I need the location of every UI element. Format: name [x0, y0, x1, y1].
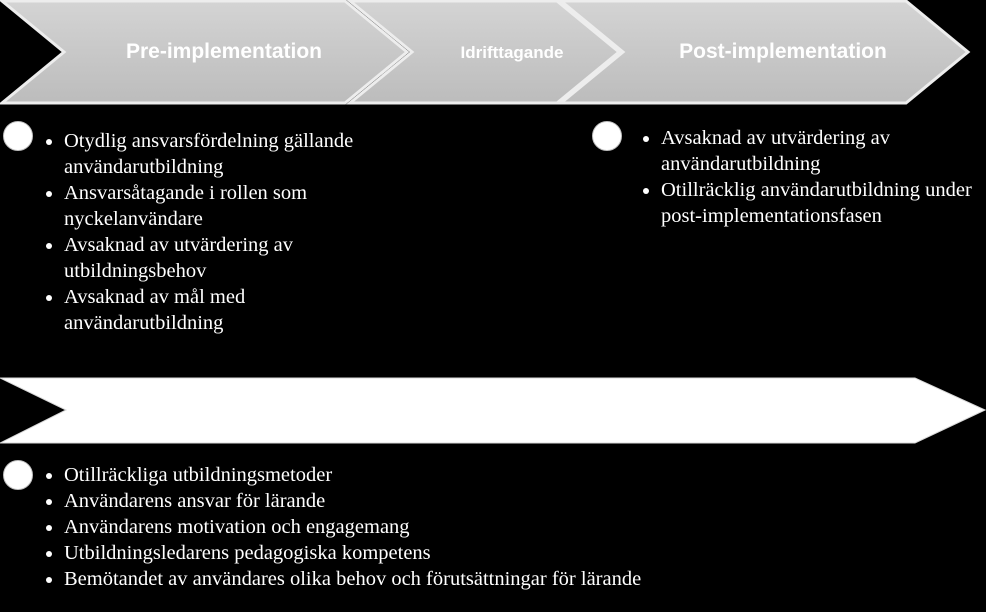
- post-implementation-list: [639, 125, 986, 229]
- list-item: • Ansvarsåtagande i rollen som nyckelanvändare: [64, 180, 409, 232]
- list-item: • Avsaknad av mål med användarutbildning: [64, 284, 409, 336]
- phase-label-post-implementation: Post-implementation: [679, 40, 887, 63]
- list-item: • Bemötandet av användares olika behov och förutsättningar för lärande: [64, 566, 964, 592]
- post-implementation-marker: [592, 121, 622, 151]
- list-item: • Avsaknad av utvärdering av användarutbildning: [661, 125, 986, 177]
- list-item: • Användarens motivation och engagemang: [64, 514, 964, 540]
- pre-implementation-list: [42, 128, 409, 336]
- overall-arrow: [0, 378, 985, 443]
- overall-list: [42, 462, 964, 592]
- list-item: • Otydlig ansvarsfördelning gällande användarutbildning: [64, 128, 409, 180]
- list-item: • Otillräcklig användarutbildning under post-implementationsfasen: [661, 177, 986, 229]
- overall-marker: [3, 460, 33, 490]
- list-item: • Avsaknad av utvärdering av utbildningsbehov: [64, 232, 409, 284]
- phase-label-pre-implementation: Pre-implementation: [125, 40, 323, 63]
- phase-label-idrifttagande: Idrifttagande: [460, 43, 564, 62]
- pre-implementation-marker: [3, 121, 33, 151]
- list-item: • Användarens ansvar för lärande: [64, 488, 964, 514]
- list-item: • Otillräckliga utbildningsmetoder: [64, 462, 964, 488]
- list-item: • Utbildningsledarens pedagogiska kompetens: [64, 540, 964, 566]
